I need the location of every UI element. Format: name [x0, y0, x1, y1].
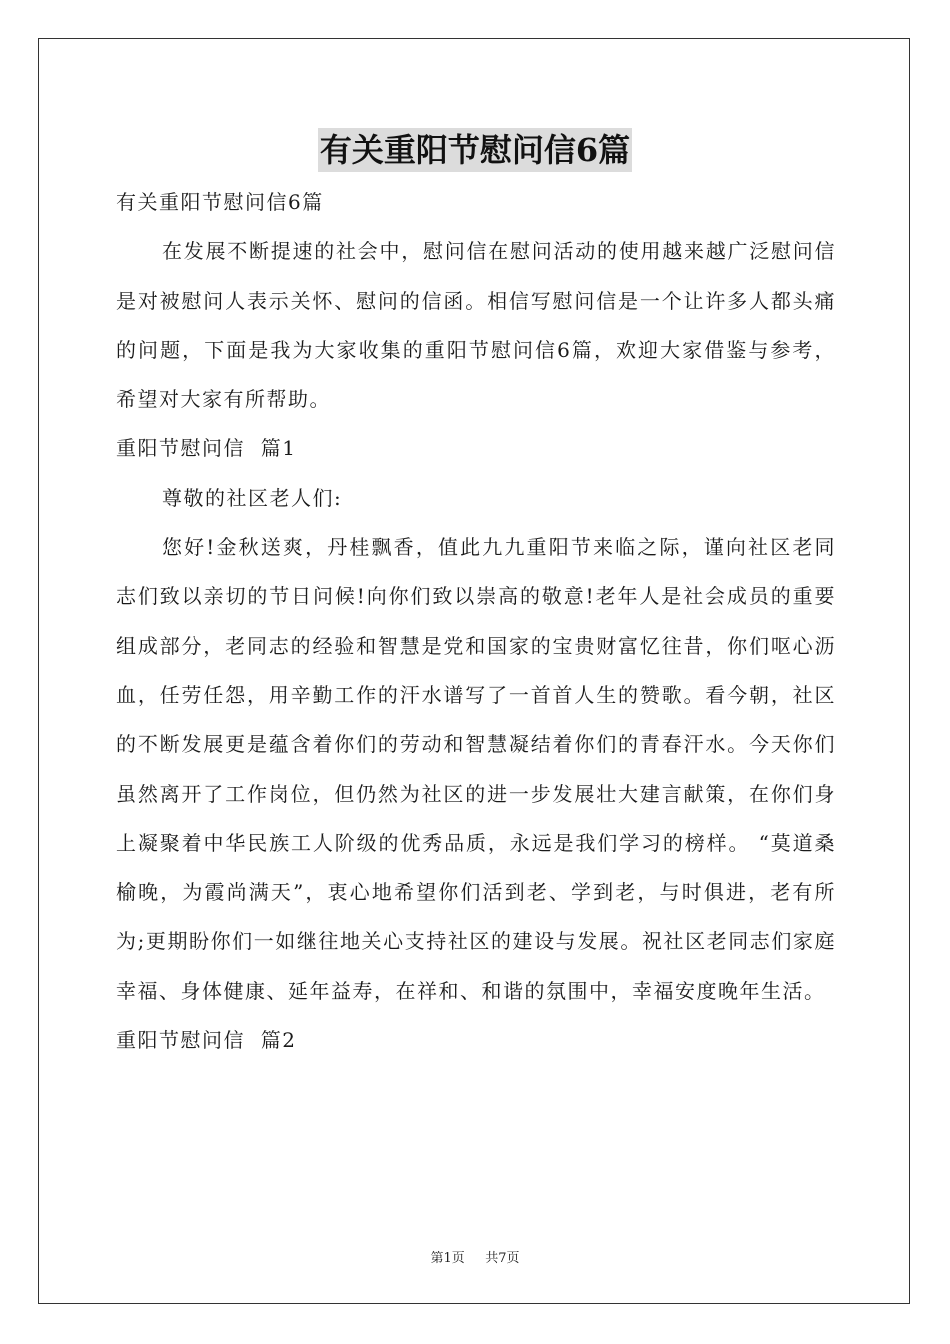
salutation: 尊敬的社区老人们: [162, 485, 343, 510]
intro-paragraph: 在发展不断提速的社会中，慰问信在慰问活动的使用越来越广泛慰问信是对被慰问人表示关怀、慰问的信函。相信写慰问信是一个让许多人都头痛的问题，下面是我为大家收集的重阳节慰问信6篇，欢迎大家借鉴与参考，希望对大家有所帮助。 [116, 239, 836, 412]
section-heading-1: 重阳节慰问信 篇1 [116, 436, 297, 461]
page-number: 第1页 [430, 1251, 465, 1266]
document-title: 有关重阳节慰问信6篇 [318, 128, 632, 172]
subtitle-line: 有关重阳节慰问信6篇 [116, 190, 324, 214]
letter-body-paragraph: 您好!金秋送爽，丹桂飘香，值此九九重阳节来临之际，谨向社区老同志们致以亲切的节日问候!向你们致以崇高的敬意!老年人是社会成员的重要组成部分，老同志的经验和智慧是党和国家的宝贵财富忆往昔，你们呕心沥血，任劳任怨，用辛勤工作的汗水谱写了一首首人生的赞歌。看今朝，社区的不断发展更是蕴含着你们的劳动和智慧凝结着你们的青春汗水。今天你们虽然离开了工作岗位，但仍然为社区的进一步发展壮大建言献策，在你们身上凝聚着中华民族工人阶级的优秀品质，永远是我们学习的榜样。 “莫道桑榆晚，为霞尚满天”，衷心地希望你们活到老、学到老，与时俱进，老有所为;更期盼你们一如继往地关心支持社区的建设与发展。祝社区老同志们家庭幸福、身体健康、延年益寿，在祥和、和谐的氛围中，幸福安度晚年生活。 [116, 535, 836, 1003]
title-container [0, 128, 950, 172]
section-heading-2: 重阳节慰问信 篇2 [116, 1028, 297, 1053]
page-footer [0, 1247, 950, 1266]
page-total: 共7页 [485, 1251, 520, 1266]
document-body [116, 178, 836, 1065]
